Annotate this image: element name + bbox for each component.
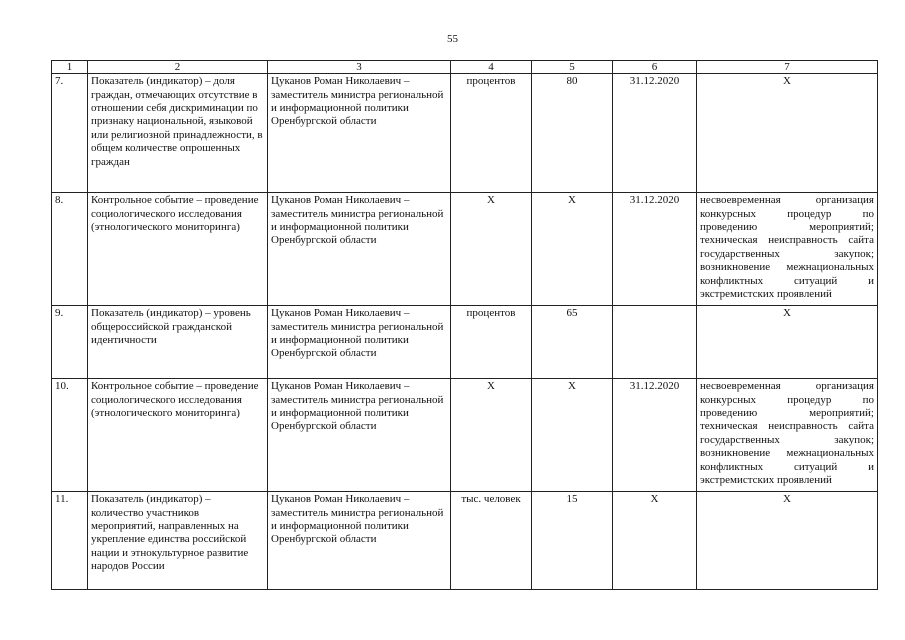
table-row [52, 193, 878, 306]
table-row [52, 492, 878, 590]
unit-of-measure: Х [451, 379, 532, 492]
column-header-6: 6 [613, 61, 697, 74]
deadline-date [613, 306, 697, 379]
deadline-date: Х [613, 492, 697, 590]
indicator-name: Показатель (индикатор) – доля граждан, отмечающих отсутствие в отношении себя дискриминации по признаку национальной, языковой или религиозной принадлежности, в общем количестве опрошенных граждан [88, 74, 268, 193]
row-number: 8. [52, 193, 88, 306]
row-number: 7. [52, 74, 88, 193]
risks-cell: Х [697, 492, 878, 590]
deadline-date: 31.12.2020 [613, 379, 697, 492]
unit-of-measure: процентов [451, 74, 532, 193]
table-row [52, 306, 878, 379]
table-row [52, 74, 878, 193]
column-header-4: 4 [451, 61, 532, 74]
page-number: 55 [447, 33, 458, 45]
plan-table [51, 60, 878, 590]
indicator-name: Показатель (индикатор) – уровень общероссийской гражданской идентичности [88, 306, 268, 379]
target-value: Х [532, 193, 613, 306]
indicator-name: Контрольное событие – проведение социологического исследования (этнологического мониторинга) [88, 193, 268, 306]
responsible-person: Цуканов Роман Николаевич – заместитель министра региональной и информационной политики Оренбургской области [268, 306, 451, 379]
deadline-date: 31.12.2020 [613, 74, 697, 193]
unit-of-measure: Х [451, 193, 532, 306]
target-value: Х [532, 379, 613, 492]
responsible-person: Цуканов Роман Николаевич – заместитель министра региональной и информационной политики Оренбургской области [268, 193, 451, 306]
target-value: 65 [532, 306, 613, 379]
risks-cell: несвоевременная организация конкурсных процедур по проведению мероприятий; техническая неисправность сайта государственных закупок; возникновение межнациональных конфликтных ситуаций и экстремистских проявлений [697, 379, 878, 492]
row-number: 11. [52, 492, 88, 590]
header-row [52, 61, 878, 74]
responsible-person: Цуканов Роман Николаевич – заместитель министра региональной и информационной политики Оренбургской области [268, 379, 451, 492]
column-header-3: 3 [268, 61, 451, 74]
risks-cell: несвоевременная организация конкурсных процедур по проведению мероприятий; техническая неисправность сайта государственных закупок; возникновение межнациональных конфликтных ситуаций и экстремистских проявлений [697, 193, 878, 306]
unit-of-measure: тыс. человек [451, 492, 532, 590]
row-number: 10. [52, 379, 88, 492]
table-row [52, 379, 878, 492]
risks-cell: Х [697, 74, 878, 193]
target-value: 80 [532, 74, 613, 193]
responsible-person: Цуканов Роман Николаевич – заместитель министра региональной и информационной политики Оренбургской области [268, 492, 451, 590]
unit-of-measure: процентов [451, 306, 532, 379]
indicator-name: Показатель (индикатор) – количество участников мероприятий, направленных на укрепление единства российской нации и этнокультурное развитие народов России [88, 492, 268, 590]
responsible-person: Цуканов Роман Николаевич – заместитель министра региональной и информационной политики Оренбургской области [268, 74, 451, 193]
column-header-1: 1 [52, 61, 88, 74]
column-header-5: 5 [532, 61, 613, 74]
indicator-name: Контрольное событие – проведение социологического исследования (этнологического мониторинга) [88, 379, 268, 492]
column-header-2: 2 [88, 61, 268, 74]
column-header-7: 7 [697, 61, 878, 74]
row-number: 9. [52, 306, 88, 379]
deadline-date: 31.12.2020 [613, 193, 697, 306]
risks-cell: Х [697, 306, 878, 379]
target-value: 15 [532, 492, 613, 590]
